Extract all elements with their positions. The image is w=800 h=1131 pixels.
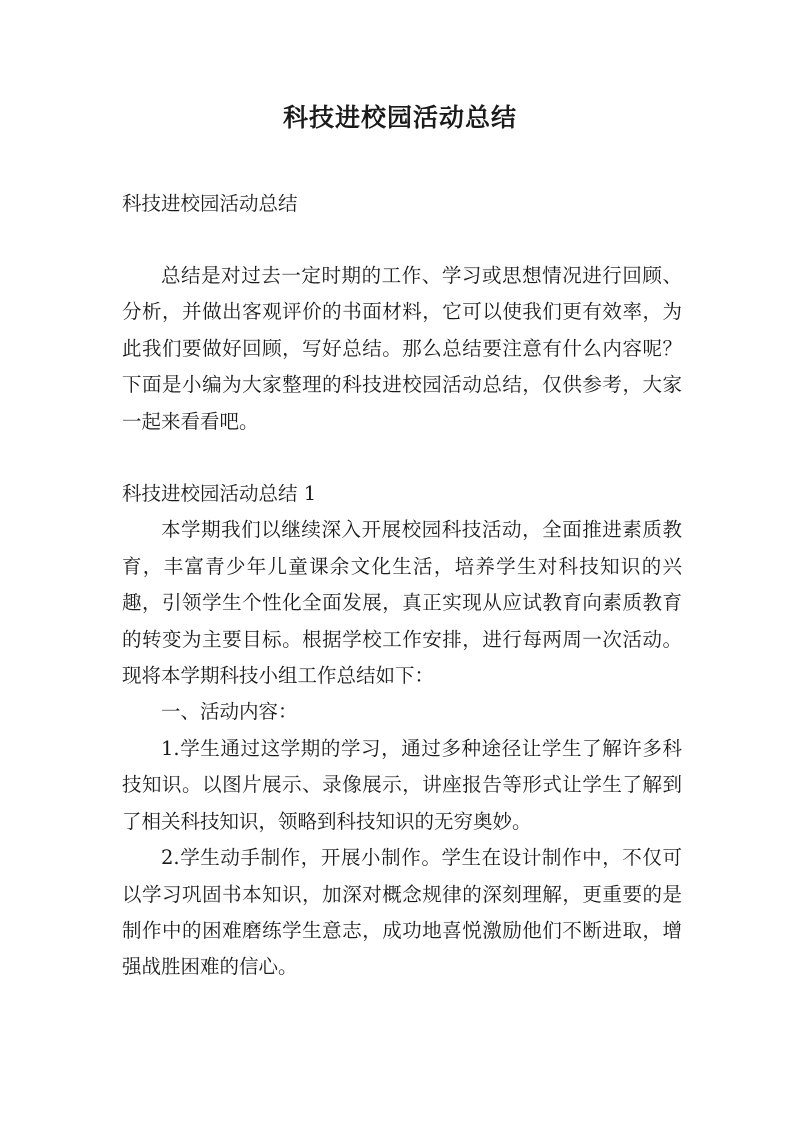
- spacer: [122, 222, 682, 258]
- document-title: 科技进校园活动总结: [282, 103, 517, 132]
- list-item: 1.学生通过这学期的学习，通过多种途径让学生了解许多科技知识。以图片展示、录像展示，讲座报告等形式让学生了解到了相关科技知识，领略到科技知识的无穷奥妙。: [122, 736, 682, 833]
- document-body: [122, 186, 682, 986]
- list-heading: 一、活动内容：: [161, 700, 298, 724]
- document-subtitle: 科技进校园活动总结: [122, 192, 298, 215]
- section-heading: 科技进校园活动总结 1: [122, 482, 317, 506]
- intro-paragraph: 总结是对过去一定时期的工作、学习或思想情况进行回顾、分析，并做出客观评价的书面材料，它可以使我们更有效率，为此我们要做好回顾，写好总结。那么总结要注意有什么内容呢？下面是小编为大家整理的科技进校园活动总结，仅供参考，大家一起来看看吧。: [122, 264, 682, 433]
- body-paragraph: 本学期我们以继续深入开展校园科技活动，全面推进素质教育，丰富青少年儿童课余文化生活，培养学生对科技知识的兴趣，引领学生个性化全面发展，真正实现从应试教育向素质教育的转变为主要目标。根据学校工作安排，进行每两周一次活动。现将本学期科技小组工作总结如下：: [122, 518, 682, 688]
- spacer: [122, 440, 682, 476]
- list-item: 2.学生动手制作，开展小制作。学生在设计制作中，不仅可以学习巩固书本知识，加深对概念规律的深刻理解，更重要的是制作中的困难磨练学生意志，成功地喜悦激励他们不断进取，增强战胜困难的信心。: [122, 846, 682, 979]
